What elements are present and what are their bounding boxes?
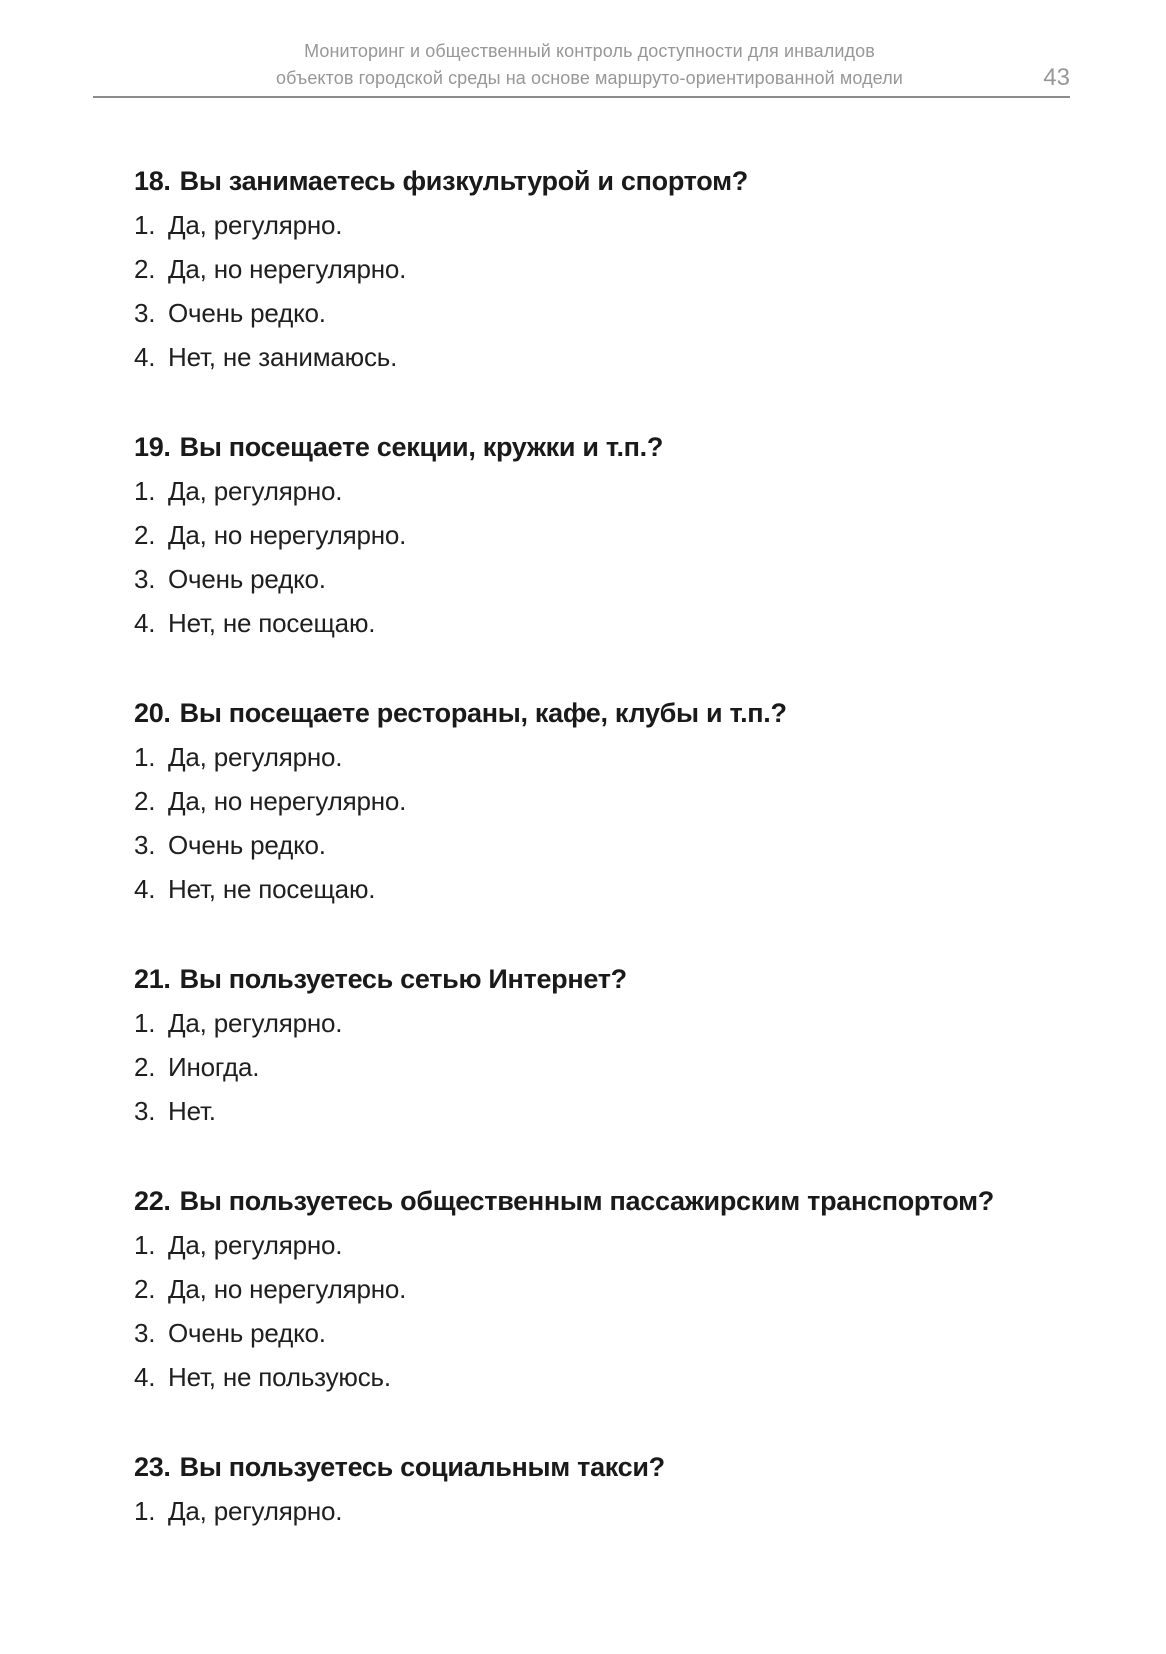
question-text: Вы посещаете секции, кружки и т.п.? — [179, 432, 664, 462]
answer-option-text: Очень редко. — [168, 830, 326, 860]
answer-option-text: Иногда. — [168, 1052, 260, 1082]
answer-option-text: Да, но нерегулярно. — [168, 1274, 407, 1304]
answer-option — [134, 469, 1106, 513]
answer-options — [134, 735, 1106, 911]
answer-option — [134, 203, 1106, 247]
question-block — [134, 957, 1106, 1133]
answer-option-number: 4. — [134, 1362, 156, 1392]
answer-option — [134, 1355, 1106, 1399]
answer-option-text: Нет, не посещаю. — [168, 874, 376, 904]
answer-option-number: 1. — [134, 1008, 156, 1038]
answer-option-number: 1. — [134, 210, 156, 240]
question-block — [134, 691, 1106, 911]
question-number: 19. — [134, 432, 171, 462]
answer-option-number: 1. — [134, 1230, 156, 1260]
answer-options — [134, 469, 1106, 645]
questionnaire — [134, 159, 1106, 1533]
answer-option-number: 3. — [134, 1096, 156, 1126]
answer-option-text: Да, но нерегулярно. — [168, 520, 407, 550]
answer-option — [134, 247, 1106, 291]
question-text: Вы пользуетесь общественным пассажирским транспортом? — [179, 1186, 995, 1216]
answer-option-text: Да, регулярно. — [168, 1008, 343, 1038]
question-number: 22. — [134, 1186, 171, 1216]
answer-option-number: 3. — [134, 298, 156, 328]
answer-option-number: 4. — [134, 342, 156, 372]
answer-option — [134, 291, 1106, 335]
answer-option — [134, 335, 1106, 379]
answer-option — [134, 1489, 1106, 1533]
question-block — [134, 1179, 1106, 1399]
question-title — [134, 425, 1106, 469]
answer-option — [134, 1001, 1106, 1045]
answer-option-text: Нет. — [168, 1096, 216, 1126]
answer-option-number: 2. — [134, 1052, 156, 1082]
header-divider — [93, 96, 1070, 98]
answer-option-text: Да, регулярно. — [168, 210, 343, 240]
answer-option-text: Очень редко. — [168, 298, 326, 328]
question-title — [134, 691, 1106, 735]
question-number: 23. — [134, 1452, 171, 1482]
question-block — [134, 425, 1106, 645]
answer-option-text: Да, регулярно. — [168, 742, 343, 772]
answer-option — [134, 513, 1106, 557]
answer-option-text: Да, регулярно. — [168, 1230, 343, 1260]
answer-option — [134, 779, 1106, 823]
answer-options — [134, 1489, 1106, 1533]
answer-option-number: 1. — [134, 1496, 156, 1526]
answer-option-number: 2. — [134, 786, 156, 816]
answer-option — [134, 1045, 1106, 1089]
answer-option-text: Да, но нерегулярно. — [168, 254, 407, 284]
question-block — [134, 1445, 1106, 1533]
answer-option-text: Да, регулярно. — [168, 476, 343, 506]
answer-option-text: Очень редко. — [168, 564, 326, 594]
answer-option — [134, 1311, 1106, 1355]
answer-option-text: Нет, не занимаюсь. — [168, 342, 398, 372]
question-number: 20. — [134, 698, 171, 728]
answer-option — [134, 1267, 1106, 1311]
running-header-line1: Мониторинг и общественный контроль доступности для инвалидов — [304, 41, 875, 61]
question-title — [134, 159, 1106, 203]
answer-option — [134, 1223, 1106, 1267]
answer-option-text: Нет, не посещаю. — [168, 608, 376, 638]
question-block — [134, 159, 1106, 379]
answer-option — [134, 1089, 1106, 1133]
question-text: Вы посещаете рестораны, кафе, клубы и т.п.? — [179, 698, 787, 728]
running-header-text — [93, 38, 1070, 92]
answer-option — [134, 735, 1106, 779]
answer-option-number: 1. — [134, 742, 156, 772]
answer-options — [134, 1223, 1106, 1399]
answer-options — [134, 1001, 1106, 1133]
answer-option-number: 4. — [134, 608, 156, 638]
question-title — [134, 1179, 1106, 1223]
answer-option-number: 1. — [134, 476, 156, 506]
question-number: 21. — [134, 964, 171, 994]
answer-option-number: 4. — [134, 874, 156, 904]
question-title — [134, 1445, 1106, 1489]
answer-option — [134, 557, 1106, 601]
answer-option — [134, 867, 1106, 911]
question-title — [134, 957, 1106, 1001]
question-text: Вы пользуетесь сетью Интернет? — [179, 964, 627, 994]
answer-option-text: Нет, не пользуюсь. — [168, 1362, 391, 1392]
answer-option-number: 2. — [134, 254, 156, 284]
answer-option-text: Да, регулярно. — [168, 1496, 343, 1526]
running-header — [93, 38, 1070, 98]
running-header-line2: объектов городской среды на основе маршруто-ориентированной модели — [276, 68, 903, 88]
answer-option — [134, 601, 1106, 645]
page-number: 43 — [1043, 64, 1070, 91]
answer-option — [134, 823, 1106, 867]
answer-option-number: 3. — [134, 830, 156, 860]
answer-options — [134, 203, 1106, 379]
answer-option-number: 3. — [134, 1318, 156, 1348]
question-text: Вы занимаетесь физкультурой и спортом? — [179, 166, 748, 196]
answer-option-number: 2. — [134, 520, 156, 550]
answer-option-text: Очень редко. — [168, 1318, 326, 1348]
question-text: Вы пользуетесь социальным такси? — [179, 1452, 665, 1482]
answer-option-text: Да, но нерегулярно. — [168, 786, 407, 816]
answer-option-number: 2. — [134, 1274, 156, 1304]
question-number: 18. — [134, 166, 171, 196]
answer-option-number: 3. — [134, 564, 156, 594]
